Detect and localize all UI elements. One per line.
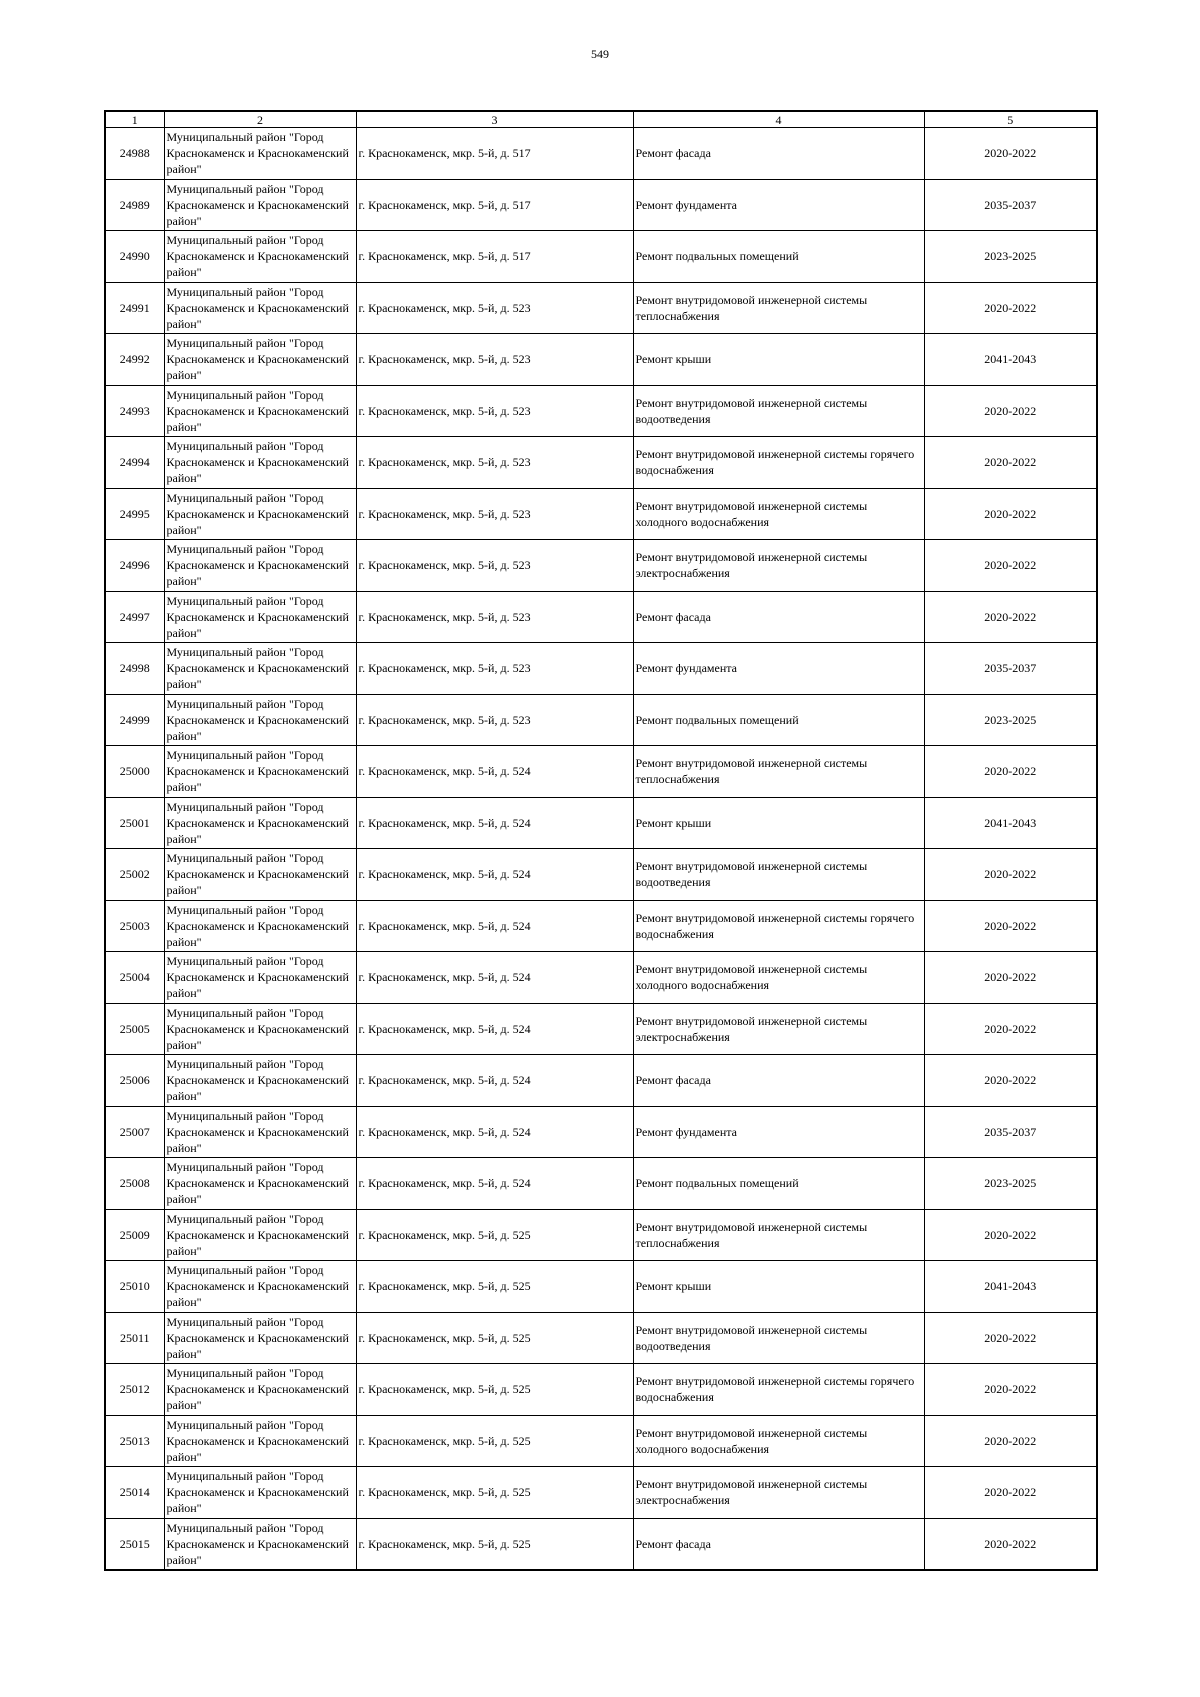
municipality-cell: Муниципальный район "Город Краснокаменск и Краснокаменский район" — [164, 746, 356, 798]
municipality-cell: Муниципальный район "Город Краснокаменск и Краснокаменский район" — [164, 849, 356, 901]
municipality-cell: Муниципальный район "Город Краснокаменск и Краснокаменский район" — [164, 797, 356, 849]
row-number: 25012 — [105, 1364, 164, 1416]
address-cell: г. Краснокаменск, мкр. 5-й, д. 524 — [356, 1003, 633, 1055]
address-cell: г. Краснокаменск, мкр. 5-й, д. 524 — [356, 1106, 633, 1158]
table-row — [105, 694, 1097, 746]
address-cell: г. Краснокаменск, мкр. 5-й, д. 524 — [356, 1158, 633, 1210]
work-type-cell: Ремонт внутридомовой инженерной системы холодного водоснабжения — [633, 488, 924, 540]
municipality-cell: Муниципальный район "Город Краснокаменск и Краснокаменский район" — [164, 952, 356, 1004]
row-number: 25007 — [105, 1106, 164, 1158]
row-number: 24988 — [105, 128, 164, 180]
column-header: 5 — [924, 111, 1097, 128]
row-number: 25015 — [105, 1518, 164, 1570]
row-number: 24990 — [105, 231, 164, 283]
work-type-cell: Ремонт внутридомовой инженерной системы холодного водоснабжения — [633, 952, 924, 1004]
row-number: 24992 — [105, 334, 164, 386]
address-cell: г. Краснокаменск, мкр. 5-й, д. 523 — [356, 540, 633, 592]
table-row — [105, 643, 1097, 695]
address-cell: г. Краснокаменск, мкр. 5-й, д. 525 — [356, 1364, 633, 1416]
address-cell: г. Краснокаменск, мкр. 5-й, д. 524 — [356, 900, 633, 952]
work-type-cell: Ремонт фасада — [633, 1518, 924, 1570]
table-row — [105, 1518, 1097, 1570]
address-cell: г. Краснокаменск, мкр. 5-й, д. 525 — [356, 1261, 633, 1313]
address-cell: г. Краснокаменск, мкр. 5-й, д. 524 — [356, 746, 633, 798]
period-cell: 2020-2022 — [924, 1003, 1097, 1055]
period-cell: 2020-2022 — [924, 1467, 1097, 1519]
period-cell: 2020-2022 — [924, 1415, 1097, 1467]
work-type-cell: Ремонт внутридомовой инженерной системы холодного водоснабжения — [633, 1415, 924, 1467]
table-row — [105, 952, 1097, 1004]
address-cell: г. Краснокаменск, мкр. 5-й, д. 524 — [356, 952, 633, 1004]
row-number: 25006 — [105, 1055, 164, 1107]
column-header: 4 — [633, 111, 924, 128]
municipality-cell: Муниципальный район "Город Краснокаменск и Краснокаменский район" — [164, 488, 356, 540]
row-number: 25002 — [105, 849, 164, 901]
period-cell: 2020-2022 — [924, 385, 1097, 437]
municipality-cell: Муниципальный район "Город Краснокаменск и Краснокаменский район" — [164, 1364, 356, 1416]
row-number: 24997 — [105, 591, 164, 643]
municipality-cell: Муниципальный район "Город Краснокаменск и Краснокаменский район" — [164, 1003, 356, 1055]
address-cell: г. Краснокаменск, мкр. 5-й, д. 524 — [356, 849, 633, 901]
row-number: 25004 — [105, 952, 164, 1004]
address-cell: г. Краснокаменск, мкр. 5-й, д. 523 — [356, 591, 633, 643]
table-row — [105, 900, 1097, 952]
address-cell: г. Краснокаменск, мкр. 5-й, д. 525 — [356, 1209, 633, 1261]
municipality-cell: Муниципальный район "Город Краснокаменск и Краснокаменский район" — [164, 900, 356, 952]
address-cell: г. Краснокаменск, мкр. 5-й, д. 523 — [356, 694, 633, 746]
table-row — [105, 1055, 1097, 1107]
row-number: 25008 — [105, 1158, 164, 1210]
row-number: 24994 — [105, 437, 164, 489]
table-row — [105, 1415, 1097, 1467]
table-row — [105, 1261, 1097, 1313]
row-number: 25013 — [105, 1415, 164, 1467]
address-cell: г. Краснокаменск, мкр. 5-й, д. 525 — [356, 1312, 633, 1364]
table-row — [105, 1106, 1097, 1158]
page-number: 549 — [591, 47, 609, 61]
table-row — [105, 334, 1097, 386]
table-row — [105, 128, 1097, 180]
municipality-cell: Муниципальный район "Город Краснокаменск и Краснокаменский район" — [164, 334, 356, 386]
period-cell: 2035-2037 — [924, 1106, 1097, 1158]
period-cell: 2041-2043 — [924, 334, 1097, 386]
work-type-cell: Ремонт фундамента — [633, 643, 924, 695]
table-row — [105, 282, 1097, 334]
work-type-cell: Ремонт крыши — [633, 1261, 924, 1313]
period-cell: 2023-2025 — [924, 1158, 1097, 1210]
work-type-cell: Ремонт подвальных помещений — [633, 231, 924, 283]
work-type-cell: Ремонт внутридомовой инженерной системы электроснабжения — [633, 540, 924, 592]
table-row — [105, 591, 1097, 643]
work-type-cell: Ремонт внутридомовой инженерной системы водоотведения — [633, 1312, 924, 1364]
row-number: 24991 — [105, 282, 164, 334]
row-number: 25009 — [105, 1209, 164, 1261]
address-cell: г. Краснокаменск, мкр. 5-й, д. 523 — [356, 282, 633, 334]
row-number: 25011 — [105, 1312, 164, 1364]
period-cell: 2020-2022 — [924, 282, 1097, 334]
work-type-cell: Ремонт внутридомовой инженерной системы теплоснабжения — [633, 746, 924, 798]
work-type-cell: Ремонт подвальных помещений — [633, 1158, 924, 1210]
address-cell: г. Краснокаменск, мкр. 5-й, д. 523 — [356, 334, 633, 386]
work-type-cell: Ремонт фасада — [633, 591, 924, 643]
table-row — [105, 1003, 1097, 1055]
address-cell: г. Краснокаменск, мкр. 5-й, д. 523 — [356, 488, 633, 540]
period-cell: 2041-2043 — [924, 1261, 1097, 1313]
period-cell: 2020-2022 — [924, 488, 1097, 540]
work-type-cell: Ремонт внутридомовой инженерной системы водоотведения — [633, 849, 924, 901]
period-cell: 2020-2022 — [924, 1364, 1097, 1416]
row-number: 25001 — [105, 797, 164, 849]
column-header: 1 — [105, 111, 164, 128]
municipality-cell: Муниципальный район "Город Краснокаменск и Краснокаменский район" — [164, 694, 356, 746]
table-row — [105, 179, 1097, 231]
table-row — [105, 849, 1097, 901]
row-number: 24996 — [105, 540, 164, 592]
period-cell: 2020-2022 — [924, 849, 1097, 901]
row-number: 24989 — [105, 179, 164, 231]
address-cell: г. Краснокаменск, мкр. 5-й, д. 523 — [356, 643, 633, 695]
period-cell: 2020-2022 — [924, 1518, 1097, 1570]
table-body — [105, 128, 1097, 1570]
period-cell: 2020-2022 — [924, 540, 1097, 592]
municipality-cell: Муниципальный район "Город Краснокаменск и Краснокаменский район" — [164, 179, 356, 231]
period-cell: 2023-2025 — [924, 694, 1097, 746]
work-type-cell: Ремонт крыши — [633, 334, 924, 386]
row-number: 24995 — [105, 488, 164, 540]
row-number: 25005 — [105, 1003, 164, 1055]
period-cell: 2035-2037 — [924, 179, 1097, 231]
address-cell: г. Краснокаменск, мкр. 5-й, д. 525 — [356, 1518, 633, 1570]
work-type-cell: Ремонт фундамента — [633, 179, 924, 231]
municipality-cell: Муниципальный район "Город Краснокаменск и Краснокаменский район" — [164, 1518, 356, 1570]
table-row — [105, 231, 1097, 283]
column-header: 3 — [356, 111, 633, 128]
municipality-cell: Муниципальный район "Город Краснокаменск и Краснокаменский район" — [164, 231, 356, 283]
work-type-cell: Ремонт внутридомовой инженерной системы электроснабжения — [633, 1003, 924, 1055]
table-row — [105, 1467, 1097, 1519]
table-row — [105, 1312, 1097, 1364]
column-header: 2 — [164, 111, 356, 128]
work-type-cell: Ремонт фундамента — [633, 1106, 924, 1158]
period-cell: 2020-2022 — [924, 591, 1097, 643]
period-cell: 2020-2022 — [924, 437, 1097, 489]
municipality-cell: Муниципальный район "Город Краснокаменск и Краснокаменский район" — [164, 1312, 356, 1364]
municipality-cell: Муниципальный район "Город Краснокаменск и Краснокаменский район" — [164, 282, 356, 334]
work-type-cell: Ремонт фасада — [633, 1055, 924, 1107]
period-cell: 2020-2022 — [924, 900, 1097, 952]
work-type-cell: Ремонт внутридомовой инженерной системы горячего водоснабжения — [633, 437, 924, 489]
address-cell: г. Краснокаменск, мкр. 5-й, д. 523 — [356, 437, 633, 489]
table-row — [105, 385, 1097, 437]
address-cell: г. Краснокаменск, мкр. 5-й, д. 523 — [356, 385, 633, 437]
period-cell: 2020-2022 — [924, 1312, 1097, 1364]
table-row — [105, 488, 1097, 540]
municipality-cell: Муниципальный район "Город Краснокаменск и Краснокаменский район" — [164, 1106, 356, 1158]
municipality-cell: Муниципальный район "Город Краснокаменск и Краснокаменский район" — [164, 643, 356, 695]
period-cell: 2020-2022 — [924, 746, 1097, 798]
municipality-cell: Муниципальный район "Город Краснокаменск и Краснокаменский район" — [164, 385, 356, 437]
address-cell: г. Краснокаменск, мкр. 5-й, д. 525 — [356, 1467, 633, 1519]
address-cell: г. Краснокаменск, мкр. 5-й, д. 517 — [356, 179, 633, 231]
period-cell: 2020-2022 — [924, 952, 1097, 1004]
row-number: 25014 — [105, 1467, 164, 1519]
work-type-cell: Ремонт внутридомовой инженерной системы электроснабжения — [633, 1467, 924, 1519]
address-cell: г. Краснокаменск, мкр. 5-й, д. 524 — [356, 1055, 633, 1107]
table-row — [105, 1364, 1097, 1416]
work-type-cell: Ремонт внутридомовой инженерной системы горячего водоснабжения — [633, 1364, 924, 1416]
work-type-cell: Ремонт крыши — [633, 797, 924, 849]
period-cell: 2035-2037 — [924, 643, 1097, 695]
municipality-cell: Муниципальный район "Город Краснокаменск и Краснокаменский район" — [164, 1467, 356, 1519]
row-number: 24998 — [105, 643, 164, 695]
address-cell: г. Краснокаменск, мкр. 5-й, д. 517 — [356, 128, 633, 180]
table-row — [105, 1209, 1097, 1261]
period-cell: 2041-2043 — [924, 797, 1097, 849]
table-row — [105, 1158, 1097, 1210]
work-type-cell: Ремонт внутридомовой инженерной системы теплоснабжения — [633, 1209, 924, 1261]
period-cell: 2020-2022 — [924, 128, 1097, 180]
period-cell: 2020-2022 — [924, 1055, 1097, 1107]
municipality-cell: Муниципальный район "Город Краснокаменск и Краснокаменский район" — [164, 1415, 356, 1467]
period-cell: 2020-2022 — [924, 1209, 1097, 1261]
municipality-cell: Муниципальный район "Город Краснокаменск и Краснокаменский район" — [164, 1158, 356, 1210]
municipality-cell: Муниципальный район "Город Краснокаменск и Краснокаменский район" — [164, 1261, 356, 1313]
table-row — [105, 437, 1097, 489]
municipality-cell: Муниципальный район "Город Краснокаменск и Краснокаменский район" — [164, 437, 356, 489]
table-row — [105, 746, 1097, 798]
work-type-cell: Ремонт внутридомовой инженерной системы горячего водоснабжения — [633, 900, 924, 952]
table-row — [105, 797, 1097, 849]
row-number: 25003 — [105, 900, 164, 952]
work-type-cell: Ремонт внутридомовой инженерной системы теплоснабжения — [633, 282, 924, 334]
work-type-cell: Ремонт подвальных помещений — [633, 694, 924, 746]
row-number: 25000 — [105, 746, 164, 798]
address-cell: г. Краснокаменск, мкр. 5-й, д. 524 — [356, 797, 633, 849]
table-row — [105, 540, 1097, 592]
municipality-cell: Муниципальный район "Город Краснокаменск и Краснокаменский район" — [164, 591, 356, 643]
table-header-row — [105, 111, 1097, 128]
municipality-cell: Муниципальный район "Город Краснокаменск и Краснокаменский район" — [164, 1055, 356, 1107]
address-cell: г. Краснокаменск, мкр. 5-й, д. 517 — [356, 231, 633, 283]
municipality-cell: Муниципальный район "Город Краснокаменск и Краснокаменский район" — [164, 128, 356, 180]
row-number: 25010 — [105, 1261, 164, 1313]
row-number: 24993 — [105, 385, 164, 437]
work-type-cell: Ремонт фасада — [633, 128, 924, 180]
repair-schedule-table — [104, 110, 1098, 1571]
row-number: 24999 — [105, 694, 164, 746]
municipality-cell: Муниципальный район "Город Краснокаменск и Краснокаменский район" — [164, 540, 356, 592]
period-cell: 2023-2025 — [924, 231, 1097, 283]
address-cell: г. Краснокаменск, мкр. 5-й, д. 525 — [356, 1415, 633, 1467]
work-type-cell: Ремонт внутридомовой инженерной системы водоотведения — [633, 385, 924, 437]
municipality-cell: Муниципальный район "Город Краснокаменск и Краснокаменский район" — [164, 1209, 356, 1261]
